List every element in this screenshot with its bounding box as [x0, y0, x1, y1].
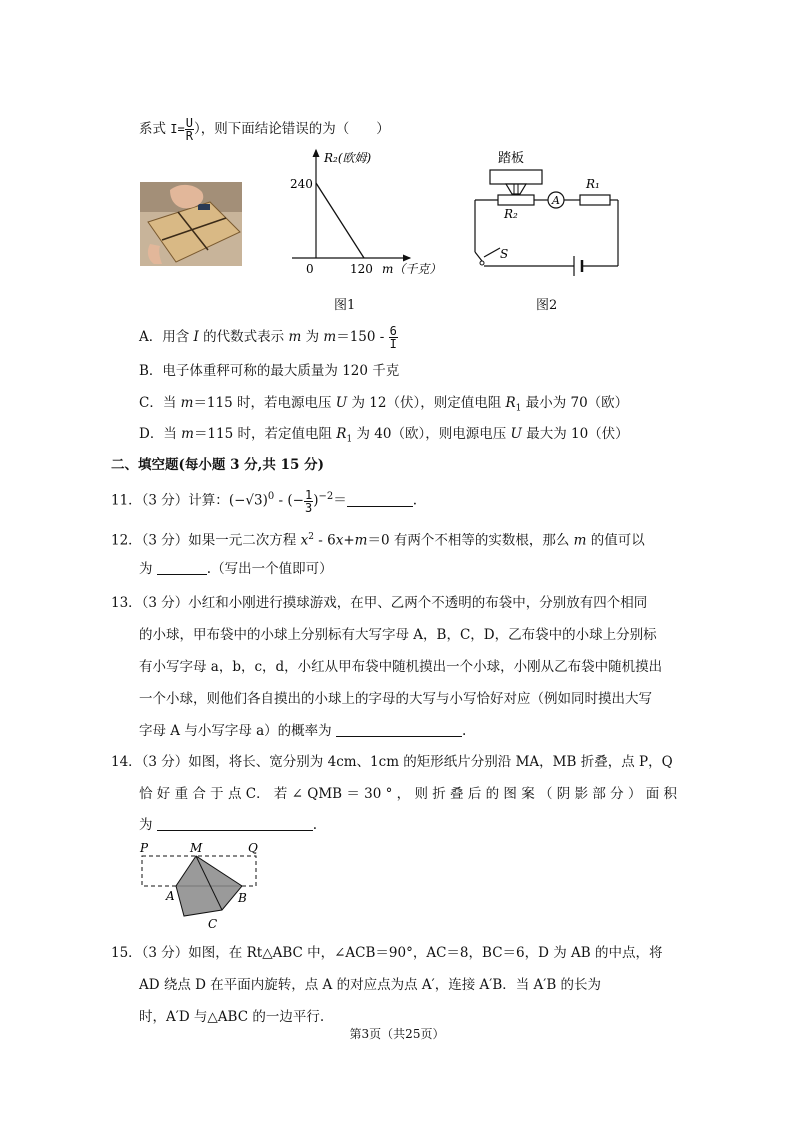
- option-a-fraction: $\frac{6}{I}$: [389, 324, 397, 351]
- figure-2-caption: 图2: [536, 298, 558, 313]
- fig1-y-axis-label: R₂(欧姆): [324, 151, 372, 165]
- page-footer: 第3页（共25页）: [349, 1027, 445, 1041]
- q10-formula-lhs: I=: [170, 122, 185, 136]
- figure-1-caption: 图1: [334, 298, 356, 313]
- q11-fraction: $\frac{1}{3}$: [304, 487, 313, 515]
- q12-line-2: 为 .（写出一个值即可）: [139, 561, 333, 577]
- fig1-x-tick: 120: [350, 262, 373, 276]
- q13-answer-blank[interactable]: [336, 722, 462, 737]
- q14-line-3: 为 .: [139, 817, 318, 833]
- q14-answer-blank[interactable]: [157, 816, 313, 831]
- q14-label-q: Q: [248, 841, 258, 855]
- q13-line-3: 有小写字母 a，b，c，d，小红从甲布袋中随机摸出一个小球，小刚从乙布袋中随机摸出: [139, 659, 663, 675]
- q14-label-m: M: [190, 841, 203, 855]
- fig2-r1-label: R₁: [586, 177, 600, 191]
- fig1-x-axis-label: m（千克）: [382, 262, 442, 276]
- fig2-switch-label: S: [500, 247, 509, 261]
- q10-prefix: 系式: [139, 121, 171, 137]
- q14-line-2: 恰 好 重 合 于 点 C． 若 ∠ QMB ＝ 30 ° ， 则 折 叠 后 的 图 案 （ 阴 影 部 分 ） 面 积: [139, 786, 678, 802]
- fig2-pedal: [490, 170, 542, 184]
- option-a: A．用含 I 的代数式表示 m 为 m＝150 - $\frac{6}{I}$: [139, 324, 397, 351]
- q14-label-p: P: [140, 841, 149, 855]
- q10-tail-line: [139, 117, 390, 142]
- fig2-pedal-label: 踏板: [498, 151, 525, 166]
- q14-figure: [136, 838, 266, 932]
- q12-answer-blank[interactable]: [157, 560, 207, 575]
- section-2-title: 二、填空题(每小题 3 分,共 15 分): [111, 457, 324, 473]
- q15-line-1: 15．（3 分）如图，在 Rt△ABC 中，∠ACB＝90°，AC＝8，BC＝6，D 为 AB 的中点，将: [111, 945, 663, 961]
- q10-suffix: ），则下面结论错误的为（ ）: [193, 121, 390, 137]
- option-c: C．当 m＝115 时，若电源电压 U 为 12（伏），则定值电阻 $R_1$ 最小为 70（欧）: [139, 395, 629, 414]
- q14-label-b: B: [238, 891, 247, 905]
- q13-line-2: 的小球，甲布袋中的小球上分别标有大写字母 A，B，C，D，乙布袋中的小球上分别标: [139, 627, 657, 643]
- scale-photo: [140, 182, 242, 266]
- option-b: B．电子体重秤可称的最大质量为 120 千克: [139, 363, 400, 379]
- q15-line-3: 时，A′D 与△ABC 的一边平行.: [139, 1009, 325, 1025]
- figure-1-graph: [282, 140, 452, 285]
- q11-answer-blank[interactable]: [347, 492, 413, 507]
- fig2-r1-resistor: [580, 195, 610, 205]
- fig1-data-line: [316, 183, 364, 258]
- q14-line-1: 14．（3 分）如图，将长、宽分别为 4cm、1cm 的矩形纸片分别沿 MA，MB 折叠，点 P，Q: [111, 754, 673, 770]
- q13-line-4: 一个小球，则他们各自摸出的小球上的字母的大写与小写恰好对应（例如同时摸出大写: [139, 691, 652, 707]
- fig2-r2-resistor: [498, 195, 534, 205]
- q10-formula-fraction: $\frac{U}{R}$: [185, 116, 193, 143]
- option-d: D．当 m＝115 时，若定值电阻 $R_1$ 为 40（欧），则电源电压 U 最大为 10（伏）: [139, 426, 629, 445]
- q14-label-c: C: [208, 917, 218, 931]
- fig1-y-tick: 240: [290, 177, 313, 191]
- fig2-ammeter-label: A: [552, 194, 560, 207]
- fig2-switch: [475, 252, 482, 261]
- q13-line-5: 字母 A 与小写字母 a）的概率为 .: [139, 723, 467, 739]
- fig2-r2-label: R₂: [504, 207, 518, 221]
- figure-2-circuit: [470, 148, 625, 276]
- q11-line: 11．（3 分）计算：$(-√3)^0$ - (− $\frac{1}{3}$ )$^{-2}$＝ .: [111, 487, 418, 515]
- q13-line-1: 13．（3 分）小红和小刚进行摸球游戏，在甲、乙两个不透明的布袋中，分别放有四个相同: [111, 595, 648, 611]
- fig2-pedal-support: [506, 184, 526, 194]
- q14-label-a: A: [166, 889, 175, 903]
- q12-line-1: 12．（3 分）如果一元二次方程 $x^2 - 6x+m=0$ 有两个不相等的实数根，那么 m 的值可以: [111, 532, 645, 549]
- fig1-origin: 0: [306, 262, 314, 276]
- q15-line-2: AD 绕点 D 在平面内旋转，点 A 的对应点为点 A′，连接 A′B．当 A′B 的长为: [139, 977, 602, 993]
